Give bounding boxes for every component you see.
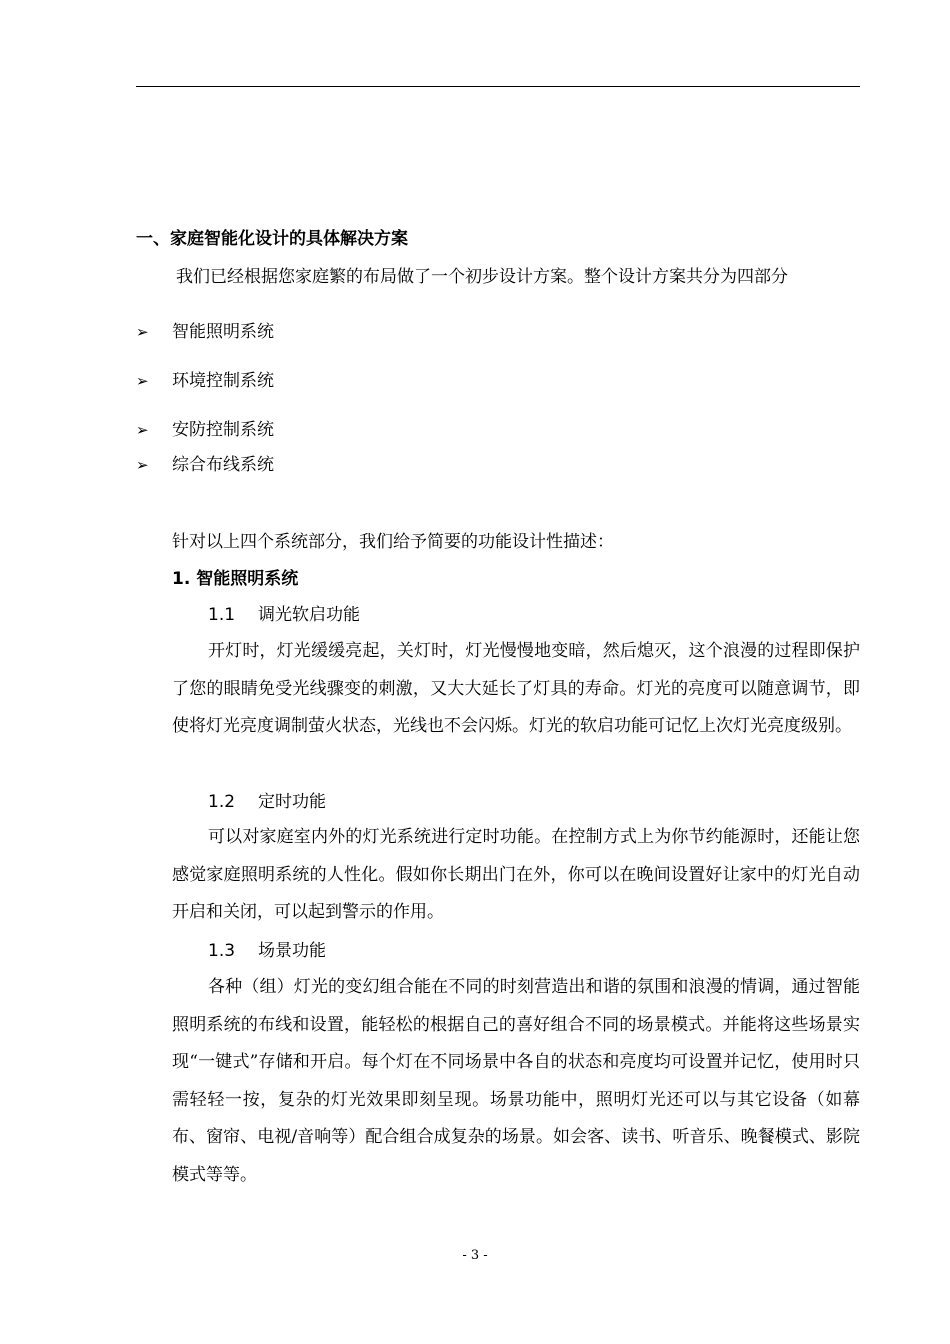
page-number: - 3 - bbox=[462, 1248, 488, 1263]
bullet-text: 智能照明系统 bbox=[172, 322, 274, 342]
body-paragraph: 可以对家庭室内外的灯光系统进行定时功能。在控制方式上为你节约能源时，还能让您感觉家庭照明系统的人性化。假如你长期出门在外，你可以在晚间设置好让家中的灯光自动开启和关闭，可以起到警示的作用。 bbox=[172, 827, 860, 922]
body-paragraph: 开灯时，灯光缓缓亮起，关灯时，灯光慢慢地变暗，然后熄灭，这个浪漫的过程即保护了您的眼睛免受光线骤变的刺激，又大大延长了灯具的寿命。灯光的亮度可以随意调节，即使将灯光亮度调制萤火状态，光线也不会闪烁。灯光的软启功能可记忆上次灯光亮度级别。 bbox=[172, 641, 860, 736]
intro-paragraph: 我们已经根据您家庭繁的布局做了一个初步设计方案。整个设计方案共分为四部分 bbox=[176, 267, 788, 287]
section-heading: 一、家庭智能化设计的具体解决方案 bbox=[136, 229, 408, 249]
summary-line: 针对以上四个系统部分，我们给予简要的功能设计性描述： bbox=[172, 532, 614, 552]
subsection-title bbox=[208, 602, 360, 628]
arrow-bullet-icon: ➢ bbox=[136, 456, 149, 474]
subsection-label: 定时功能 bbox=[258, 792, 326, 812]
subsection-number: 1.2 bbox=[208, 792, 236, 812]
subsection-heading: 1. 智能照明系统 bbox=[172, 569, 299, 589]
subsection-number: 1.3 bbox=[208, 941, 236, 961]
subsection-label: 场景功能 bbox=[258, 941, 326, 961]
arrow-bullet-icon: ➢ bbox=[136, 421, 149, 439]
header-rule bbox=[136, 86, 860, 87]
bullet-text: 安防控制系统 bbox=[172, 420, 274, 440]
bullet-text: 环境控制系统 bbox=[172, 371, 274, 391]
bullet-text: 综合布线系统 bbox=[172, 455, 274, 475]
subsection-label: 调光软启功能 bbox=[258, 605, 360, 625]
arrow-bullet-icon: ➢ bbox=[136, 372, 149, 390]
subsection-number: 1.1 bbox=[208, 605, 236, 625]
subsection-title bbox=[208, 938, 326, 964]
arrow-bullet-icon: ➢ bbox=[136, 323, 149, 341]
body-paragraph: 各种（组）灯光的变幻组合能在不同的时刻营造出和谐的氛围和浪漫的情调，通过智能照明系统的布线和设置，能轻松的根据自己的喜好组合不同的场景模式。并能将这些场景实现“一键式”存储和开启。每个灯在不同场景中各自的状态和亮度均可设置并记忆，使用时只需轻轻一按，复杂的灯光效果即刻呈现。场景功能中，照明灯光还可以与其它设备（如幕布、窗帘、电视/音响等）配合组合成复杂的场景。如会客、读书、听音乐、晚餐模式、影院模式等等。 bbox=[172, 977, 860, 1185]
subsection-title bbox=[208, 789, 326, 815]
